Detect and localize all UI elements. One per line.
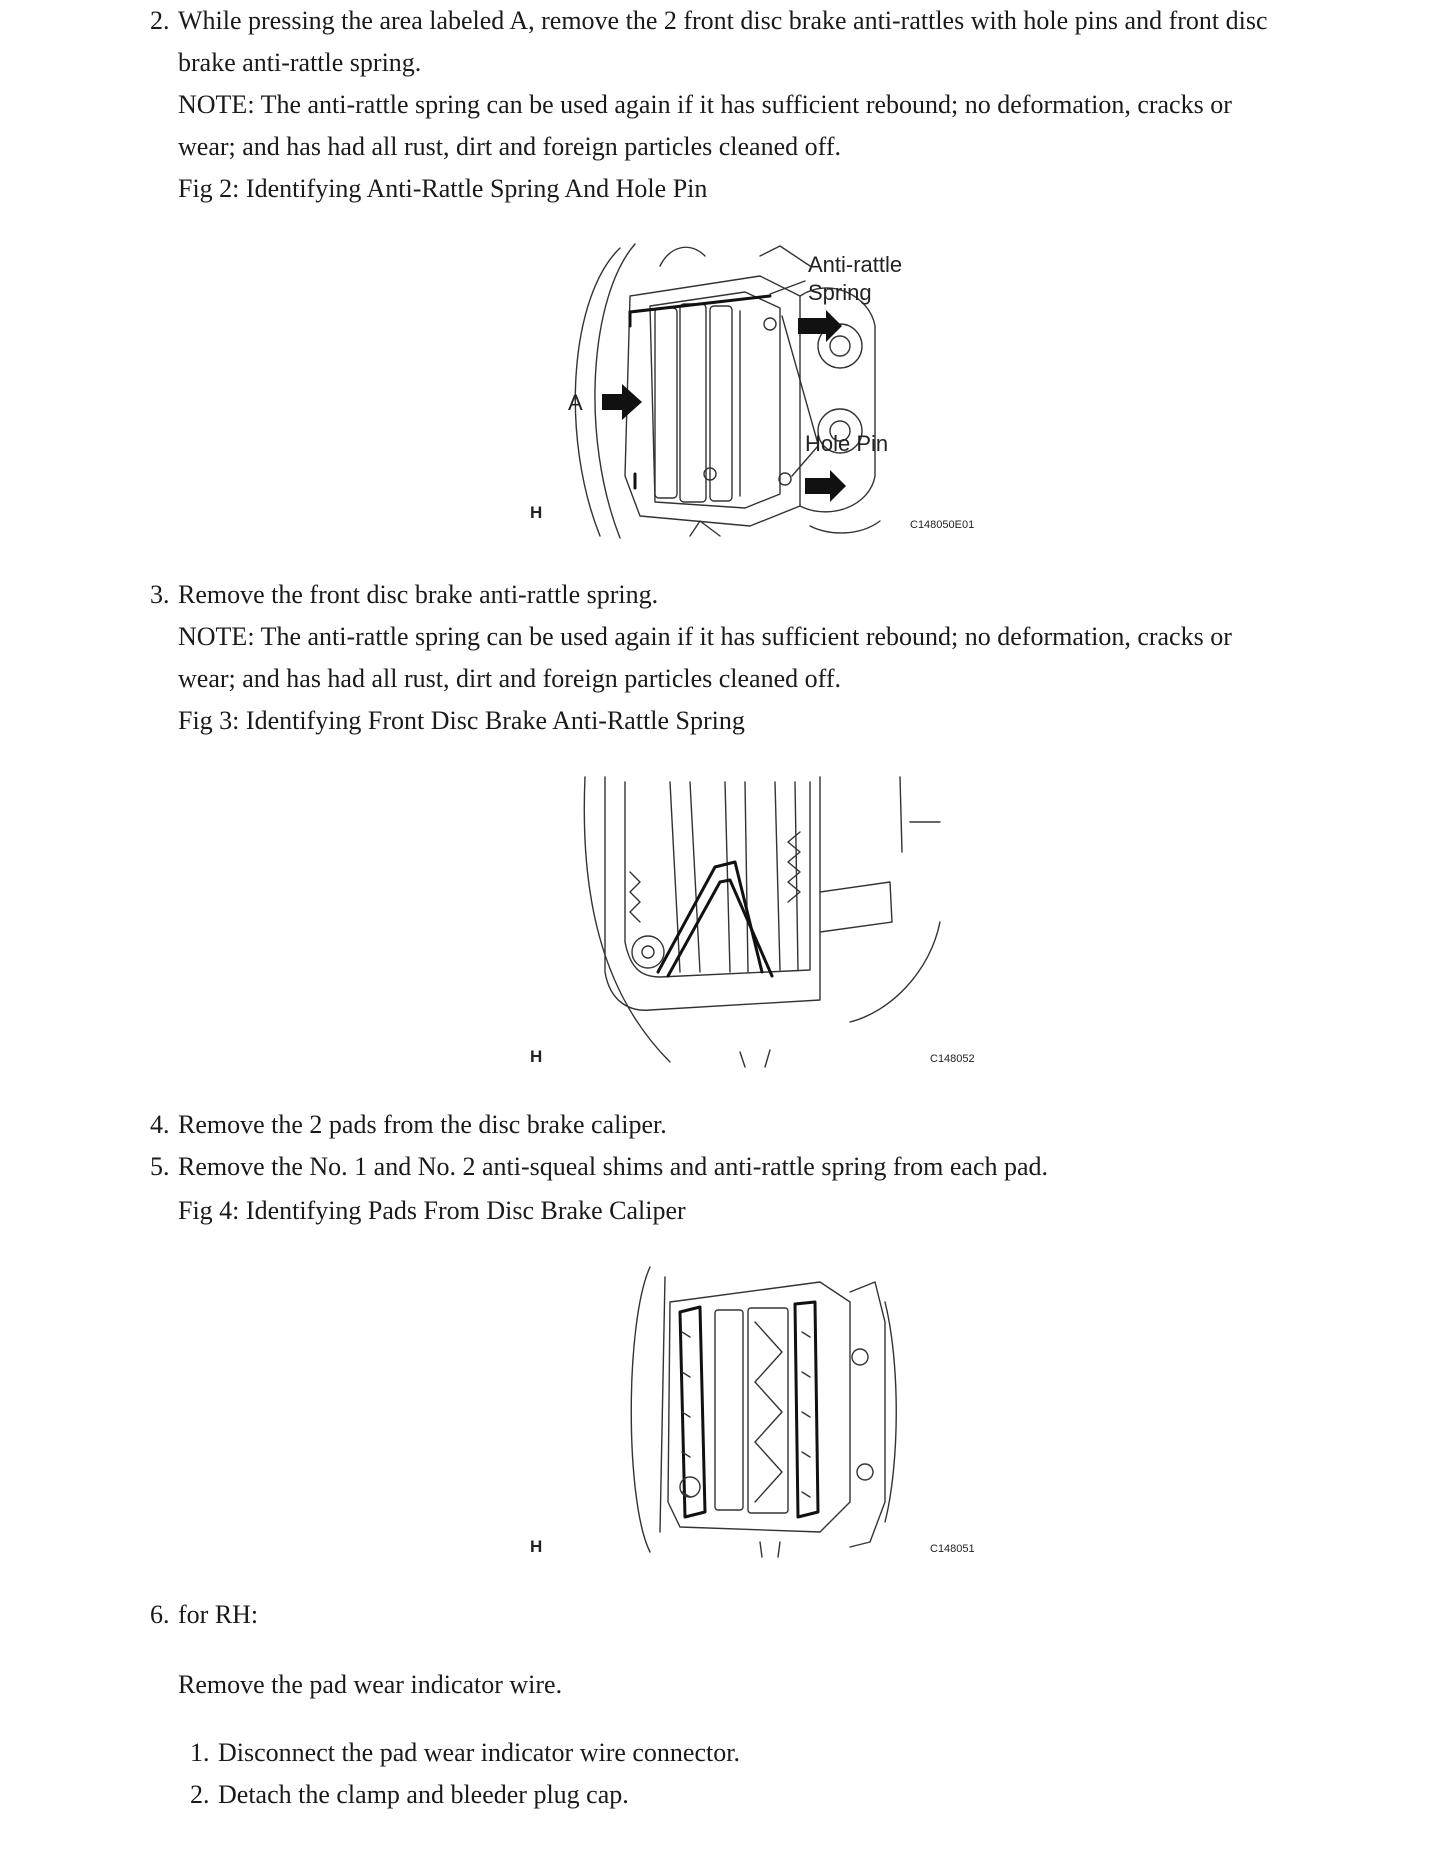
fig-2-caption: Fig 2: Identifying Anti-Rattle Spring And Hole Pin [178, 174, 708, 203]
substep-1-number: 1. [190, 1738, 210, 1767]
step-2-text-cont: brake anti-rattle spring. [178, 48, 422, 77]
step-3-number: 3. [150, 580, 170, 609]
step-6-subtext: Remove the pad wear indicator wire. [178, 1670, 563, 1699]
step-6-text: for RH: [178, 1600, 259, 1629]
step-2-number: 2. [150, 6, 170, 35]
step-3-note-cont: wear; and has had all rust, dirt and foreign particles cleaned off. [178, 664, 841, 693]
substep-2-number: 2. [190, 1780, 210, 1809]
fig2-label-h: H [530, 503, 543, 522]
fig3-label-h: H [530, 1047, 543, 1066]
step-5-number: 5. [150, 1152, 170, 1181]
fig2-label-hole-pin: Hole Pin [805, 431, 889, 456]
substep-2-text: Detach the clamp and bleeder plug cap. [218, 1780, 629, 1809]
figure-4-pads-diagram [530, 1262, 1010, 1562]
step-2-text: While pressing the area labeled A, remove the 2 front disc brake anti-rattles with hole pins and front disc [178, 6, 1268, 35]
substep-1-text: Disconnect the pad wear indicator wire connector. [218, 1738, 740, 1767]
step-4-number: 4. [150, 1110, 170, 1139]
fig3-code: C148052 [930, 1053, 975, 1065]
fig4-code: C148051 [930, 1543, 975, 1555]
step-4-text: Remove the 2 pads from the disc brake caliper. [178, 1110, 667, 1139]
fig2-label-a: A [568, 390, 583, 415]
figure-3-spring-diagram [530, 772, 1010, 1072]
figure-2-caliper-diagram [530, 236, 1010, 546]
step-2-note: NOTE: The anti-rattle spring can be used again if it has sufficient rebound; no deformation, cracks or [178, 90, 1232, 119]
fig2-code: C148050E01 [910, 519, 975, 531]
fig-3-caption: Fig 3: Identifying Front Disc Brake Anti-Rattle Spring [178, 706, 745, 735]
fig4-label-h: H [530, 1537, 543, 1556]
step-5-text: Remove the No. 1 and No. 2 anti-squeal shims and anti-rattle spring from each pad. [178, 1152, 1049, 1181]
step-3-text: Remove the front disc brake anti-rattle spring. [178, 580, 659, 609]
step-3-note: NOTE: The anti-rattle spring can be used again if it has sufficient rebound; no deformation, cracks or [178, 622, 1232, 651]
step-2-note-cont: wear; and has had all rust, dirt and foreign particles cleaned off. [178, 132, 841, 161]
fig2-label-anti-rattle: Anti-rattle [808, 252, 903, 277]
step-6-number: 6. [150, 1600, 170, 1629]
fig2-label-spring: Spring [808, 280, 872, 305]
fig-4-caption: Fig 4: Identifying Pads From Disc Brake Caliper [178, 1196, 686, 1225]
